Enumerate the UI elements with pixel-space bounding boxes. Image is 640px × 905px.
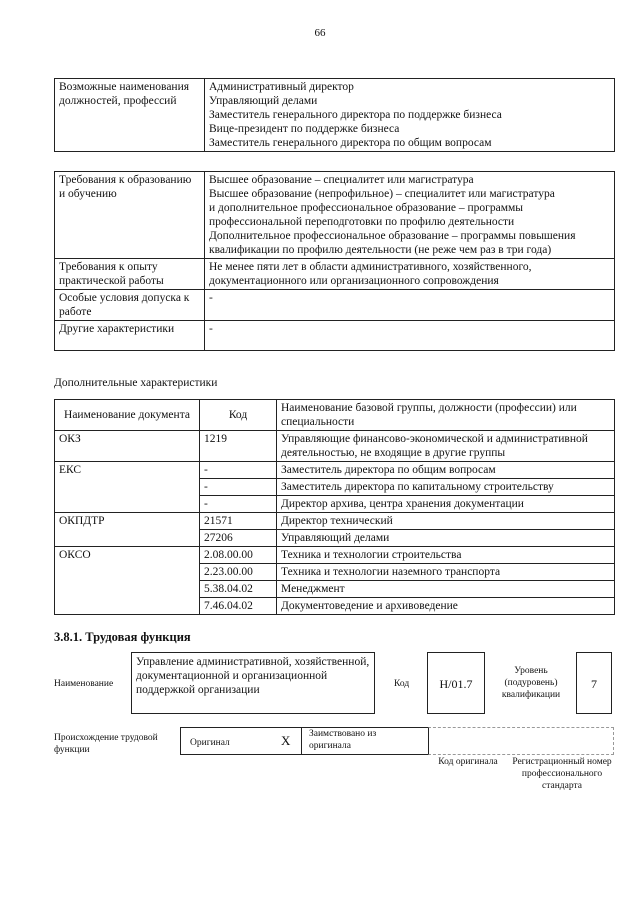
doc-name: ЕКС [55, 462, 200, 513]
doc-title: Менеджмент [277, 581, 615, 598]
table-row [55, 547, 615, 564]
doc-title: Техника и технологии наземного транспорта [277, 564, 615, 581]
table-row [55, 172, 615, 259]
original-box [180, 727, 302, 755]
requirements-label: Требования к образованию и обучению [55, 172, 205, 259]
borrowed-box [302, 727, 428, 755]
table-row [55, 513, 615, 530]
requirement-line: Дополнительное профессиональное образование – программы повышения квалификации по профилю деятельности (не реже чем раз в три года) [209, 230, 576, 256]
code-label: Код [394, 679, 410, 689]
level-box: 7 [576, 652, 612, 714]
doc-code: - [200, 462, 277, 479]
job-title-item: Заместитель генерального директора по общим вопросам [209, 137, 492, 149]
original-label: Оригинал [190, 738, 230, 748]
additional-title: Дополнительные характеристики [54, 377, 218, 389]
requirement-line: и дополнительное профессиональное образование – программы профессиональной переподготовки по профилю деятельности [209, 202, 524, 228]
requirements-label: Другие характеристики [55, 321, 205, 351]
requirements-table [54, 171, 615, 351]
job-titles-table [54, 78, 615, 152]
origin-label: Происхождение трудовой функции [54, 733, 158, 755]
function-code-box: H/01.7 [427, 652, 485, 714]
table-row [55, 321, 615, 351]
doc-title: Заместитель директора по общим вопросам [277, 462, 615, 479]
job-title-item: Заместитель генерального директора по поддержке бизнеса [209, 109, 502, 121]
requirement-line: Высшее образование (непрофильное) – специалитет или магистратура [209, 188, 555, 200]
name-label: Наименование [54, 679, 114, 689]
doc-name: ОКПДТР [55, 513, 200, 547]
table-row [55, 462, 615, 479]
doc-code: 2.08.00.00 [200, 547, 277, 564]
requirements-value [205, 172, 615, 259]
level-label: Уровень (подуровень) квалификации [501, 666, 561, 700]
additional-table [54, 399, 615, 615]
column-header: Наименование базовой группы, должности (профессии) или специальности [277, 400, 615, 431]
requirements-value: - [205, 290, 615, 321]
doc-code: - [200, 479, 277, 496]
doc-code: - [200, 496, 277, 513]
table-header-row [55, 400, 615, 431]
table-row [55, 290, 615, 321]
job-titles-list [205, 79, 615, 152]
doc-name: ОКЗ [55, 431, 200, 462]
doc-title: Управляющие финансово-экономической и административной деятельностью, не входящие в другие группы [277, 431, 615, 462]
original-mark: X [281, 733, 291, 748]
column-header: Наименование документа [55, 400, 200, 431]
job-titles-label: Возможные наименования должностей, профессий [55, 79, 205, 152]
job-title-item: Управляющий делами [209, 95, 318, 107]
doc-code: 27206 [200, 530, 277, 547]
doc-title: Управляющий делами [277, 530, 615, 547]
origin-code-label: Код оригинала [438, 757, 498, 767]
table-row [55, 431, 615, 462]
page-number: 66 [314, 27, 326, 39]
requirement-line: Высшее образование – специалитет или магистратура [209, 174, 474, 186]
requirements-value: - [205, 321, 615, 351]
doc-title: Директор технический [277, 513, 615, 530]
column-header: Код [200, 400, 277, 431]
function-name-box: Управление административной, хозяйственной, документационной и организационной поддержкой организации [131, 652, 375, 714]
doc-code: 21571 [200, 513, 277, 530]
doc-code: 7.46.04.02 [200, 598, 277, 615]
doc-code: 2.23.00.00 [200, 564, 277, 581]
doc-title: Документоведение и архивоведение [277, 598, 615, 615]
section-title: 3.8.1. Трудовая функция [54, 630, 191, 644]
origin-code-box [428, 727, 614, 755]
job-title-item: Вице-президент по поддержке бизнеса [209, 123, 400, 135]
table-row [55, 259, 615, 290]
job-title-item: Административный директор [209, 81, 354, 93]
borrowed-label: Заимствовано из оригинала [309, 729, 377, 751]
doc-name: ОКСО [55, 547, 200, 615]
doc-code: 1219 [200, 431, 277, 462]
doc-title: Заместитель директора по капитальному строительству [277, 479, 615, 496]
requirements-value: Не менее пяти лет в области административного, хозяйственного, документационного или организационного сопровождения [205, 259, 615, 290]
doc-code: 5.38.04.02 [200, 581, 277, 598]
doc-title: Техника и технологии строительства [277, 547, 615, 564]
requirements-label: Требования к опыту практической работы [55, 259, 205, 290]
reg-number-label: Регистрационный номер профессионального стандарта [512, 757, 612, 791]
requirements-label: Особые условия допуска к работе [55, 290, 205, 321]
doc-title: Директор архива, центра хранения документации [277, 496, 615, 513]
